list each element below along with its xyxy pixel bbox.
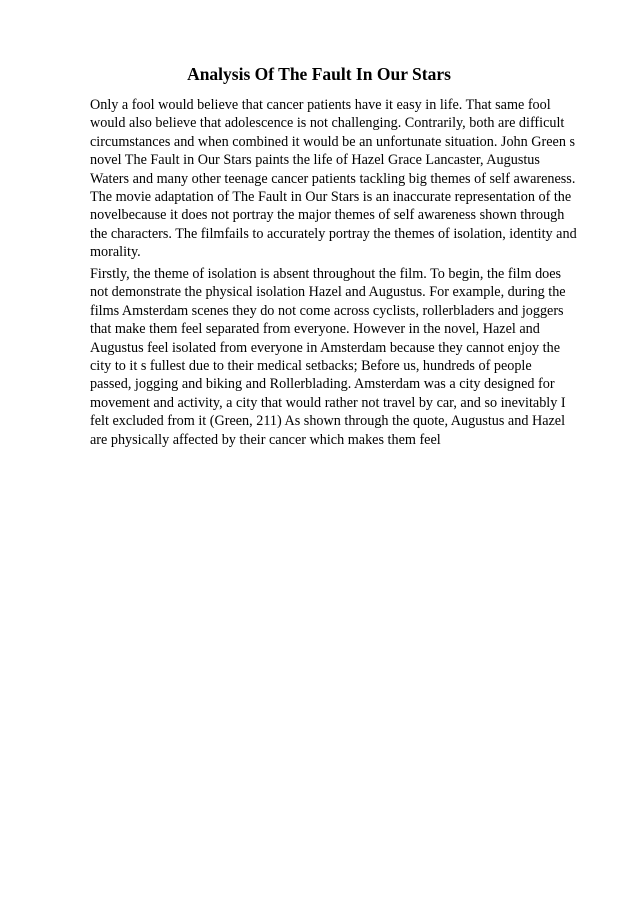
text-line: films Amsterdam scenes they do not come across cyclists, rollerbladers and joggers — [90, 302, 564, 319]
text-line: city to it s fullest due to their medical setbacks; Before us, hundreds of people — [90, 358, 532, 375]
text-line: Waters and many other teenage cancer patients tackling big themes of self awareness. — [90, 170, 576, 187]
text-line: passed, jogging and biking and Rollerblading. Amsterdam was a city designed for — [90, 376, 555, 393]
text-line: would also believe that adolescence is not challenging. Contrarily, both are difficult — [90, 115, 565, 132]
text-line: felt excluded from it (Green, 211) As shown through the quote, Augustus and Hazel — [90, 413, 566, 430]
text-line: the characters. The filmfails to accurately portray the themes of isolation, identity and — [90, 225, 577, 242]
text-line: that make them feel separated from everyone. However in the novel, Hazel and — [90, 321, 540, 338]
text-line: Only a fool would believe that cancer patients have it easy in life. That same fool — [90, 97, 551, 113]
text-line: morality. — [90, 244, 141, 261]
text-line: novelbecause it does not portray the major themes of self awareness shown through — [90, 207, 565, 224]
text-line: are physically affected by their cancer which makes them feel — [90, 431, 441, 448]
paragraph-intro — [90, 96, 590, 262]
text-line: Firstly, the theme of isolation is absent throughout the film. To begin, the film does — [90, 266, 562, 282]
text-line: novel The Fault in Our Stars paints the life of Hazel Grace Lancaster, Augustus — [90, 152, 540, 169]
text-line: The movie adaptation of The Fault in Our Stars is an inaccurate representation of the — [90, 189, 572, 206]
document-title: Analysis Of The Fault In Our Stars — [187, 64, 451, 84]
paragraph-isolation — [90, 265, 590, 449]
text-line: not demonstrate the physical isolation Hazel and Augustus. For example, during the — [90, 284, 566, 301]
text-line: circumstances and when combined it would be an unfortunate situation. John Green s — [90, 133, 576, 150]
text-line: movement and activity, a city that would rather not travel by car, and so inevitably I — [90, 394, 566, 411]
text-line: Augustus feel isolated from everyone in Amsterdam because they cannot enjoy the — [90, 339, 561, 356]
